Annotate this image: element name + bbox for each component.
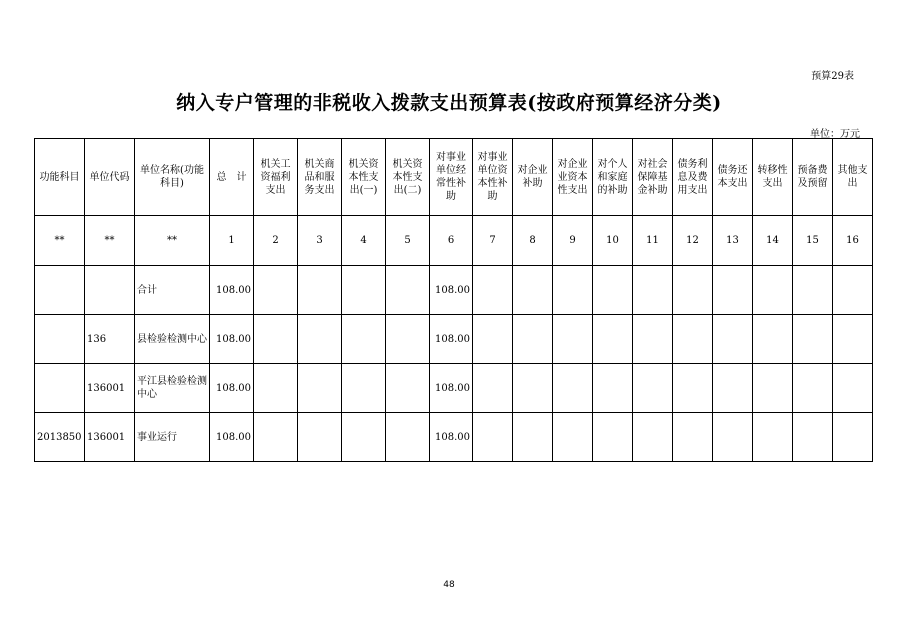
header-cell: 对企业业资本性支出 (553, 139, 593, 216)
table-cell (833, 413, 873, 462)
table-cell (513, 413, 553, 462)
index-cell: 12 (673, 216, 713, 266)
index-cell: 8 (513, 216, 553, 266)
table-cell (673, 315, 713, 364)
header-cell: 功能科目 (35, 139, 85, 216)
index-cell: 14 (753, 216, 793, 266)
index-cell: ** (35, 216, 85, 266)
table-cell (473, 266, 513, 315)
page-title: 纳入专户管理的非税收入拨款支出预算表(按政府预算经济分类) (176, 92, 722, 114)
index-cell: 10 (593, 216, 633, 266)
table-cell: 108.00 (210, 315, 254, 364)
header-cell: 单位名称(功能科目) (135, 139, 210, 216)
table-cell (753, 364, 793, 413)
table-cell: 136001 (85, 364, 135, 413)
table-cell (593, 315, 633, 364)
table-cell (633, 315, 673, 364)
table-cell (298, 413, 342, 462)
table-cell (553, 315, 593, 364)
index-cell: 3 (298, 216, 342, 266)
table-cell (713, 364, 753, 413)
table-row (35, 413, 873, 462)
table-cell (713, 266, 753, 315)
table-cell (593, 364, 633, 413)
table-cell (833, 266, 873, 315)
table-cell (553, 266, 593, 315)
table-cell: 事业运行 (135, 413, 210, 462)
table-cell (35, 364, 85, 413)
header-cell: 机关资本性支出(一) (342, 139, 386, 216)
index-cell: 5 (386, 216, 430, 266)
table-cell (386, 413, 430, 462)
index-cell: ** (85, 216, 135, 266)
table-cell: 108.00 (430, 266, 473, 315)
table-cell (254, 413, 298, 462)
table-cell (753, 413, 793, 462)
table-cell (342, 266, 386, 315)
index-cell: 1 (210, 216, 254, 266)
index-cell: 4 (342, 216, 386, 266)
table-cell: 合计 (135, 266, 210, 315)
header-cell: 债务利息及费用支出 (673, 139, 713, 216)
table-cell (513, 315, 553, 364)
table-cell (833, 315, 873, 364)
table-cell: 2013850 (35, 413, 85, 462)
table-cell (793, 315, 833, 364)
header-cell: 单位代码 (85, 139, 135, 216)
table-cell (673, 266, 713, 315)
table-cell: 平江县检验检测中心 (135, 364, 210, 413)
table-cell (673, 364, 713, 413)
table-cell (753, 266, 793, 315)
table-cell (298, 266, 342, 315)
table-row (35, 315, 873, 364)
table-cell (713, 315, 753, 364)
table-cell (553, 364, 593, 413)
table-cell (342, 315, 386, 364)
header-cell: 其他支出 (833, 139, 873, 216)
header-cell: 转移性支出 (753, 139, 793, 216)
table-cell (35, 315, 85, 364)
table-row (35, 364, 873, 413)
table-cell (473, 364, 513, 413)
table-cell (35, 266, 85, 315)
header-cell: 总 计 (210, 139, 254, 216)
table-row-total (35, 266, 873, 315)
table-cell: 县检验检测中心 (135, 315, 210, 364)
header-cell: 债务还本支出 (713, 139, 753, 216)
table-cell (633, 413, 673, 462)
table-cell: 136001 (85, 413, 135, 462)
budget-table (34, 138, 873, 462)
index-cell: 9 (553, 216, 593, 266)
table-cell (513, 364, 553, 413)
table-cell (85, 266, 135, 315)
unit-label: 单位：万元 (810, 129, 860, 140)
table-cell (593, 266, 633, 315)
table-cell (793, 413, 833, 462)
table-cell (793, 364, 833, 413)
index-cell: 13 (713, 216, 753, 266)
table-cell (513, 266, 553, 315)
table-cell (833, 364, 873, 413)
table-cell (473, 413, 513, 462)
index-cell: 2 (254, 216, 298, 266)
table-cell: 136 (85, 315, 135, 364)
index-cell: 15 (793, 216, 833, 266)
index-cell: 7 (473, 216, 513, 266)
index-cell: 16 (833, 216, 873, 266)
table-cell (386, 315, 430, 364)
table-cell: 108.00 (430, 315, 473, 364)
table-cell (298, 315, 342, 364)
table-cell (342, 413, 386, 462)
table-cell (673, 413, 713, 462)
header-cell: 对事业单位经常性补助 (430, 139, 473, 216)
table-cell: 108.00 (210, 413, 254, 462)
header-cell: 对社会保障基金补助 (633, 139, 673, 216)
index-cell: 11 (633, 216, 673, 266)
table-cell (473, 315, 513, 364)
header-cell: 对企业补助 (513, 139, 553, 216)
table-cell (713, 413, 753, 462)
table-cell (342, 364, 386, 413)
table-cell (298, 364, 342, 413)
header-cell: 机关工资福利支出 (254, 139, 298, 216)
index-row (35, 216, 873, 266)
table-cell (386, 266, 430, 315)
table-cell (254, 364, 298, 413)
header-cell: 机关资本性支出(二) (386, 139, 430, 216)
table-cell (753, 315, 793, 364)
table-cell (386, 364, 430, 413)
table-cell (254, 315, 298, 364)
page-number: 48 (443, 580, 455, 590)
table-cell (593, 413, 633, 462)
table-cell: 108.00 (430, 413, 473, 462)
table-cell: 108.00 (210, 266, 254, 315)
header-cell: 预备费及预留 (793, 139, 833, 216)
form-number: 预算29表 (811, 71, 854, 82)
table-cell (633, 266, 673, 315)
header-cell: 对事业单位资本性补助 (473, 139, 513, 216)
table-cell: 108.00 (430, 364, 473, 413)
index-cell: 6 (430, 216, 473, 266)
table-cell (553, 413, 593, 462)
index-cell: ** (135, 216, 210, 266)
header-cell: 机关商品和服务支出 (298, 139, 342, 216)
table-cell (793, 266, 833, 315)
header-cell: 对个人和家庭的补助 (593, 139, 633, 216)
table-cell (254, 266, 298, 315)
table-cell (633, 364, 673, 413)
table-cell: 108.00 (210, 364, 254, 413)
